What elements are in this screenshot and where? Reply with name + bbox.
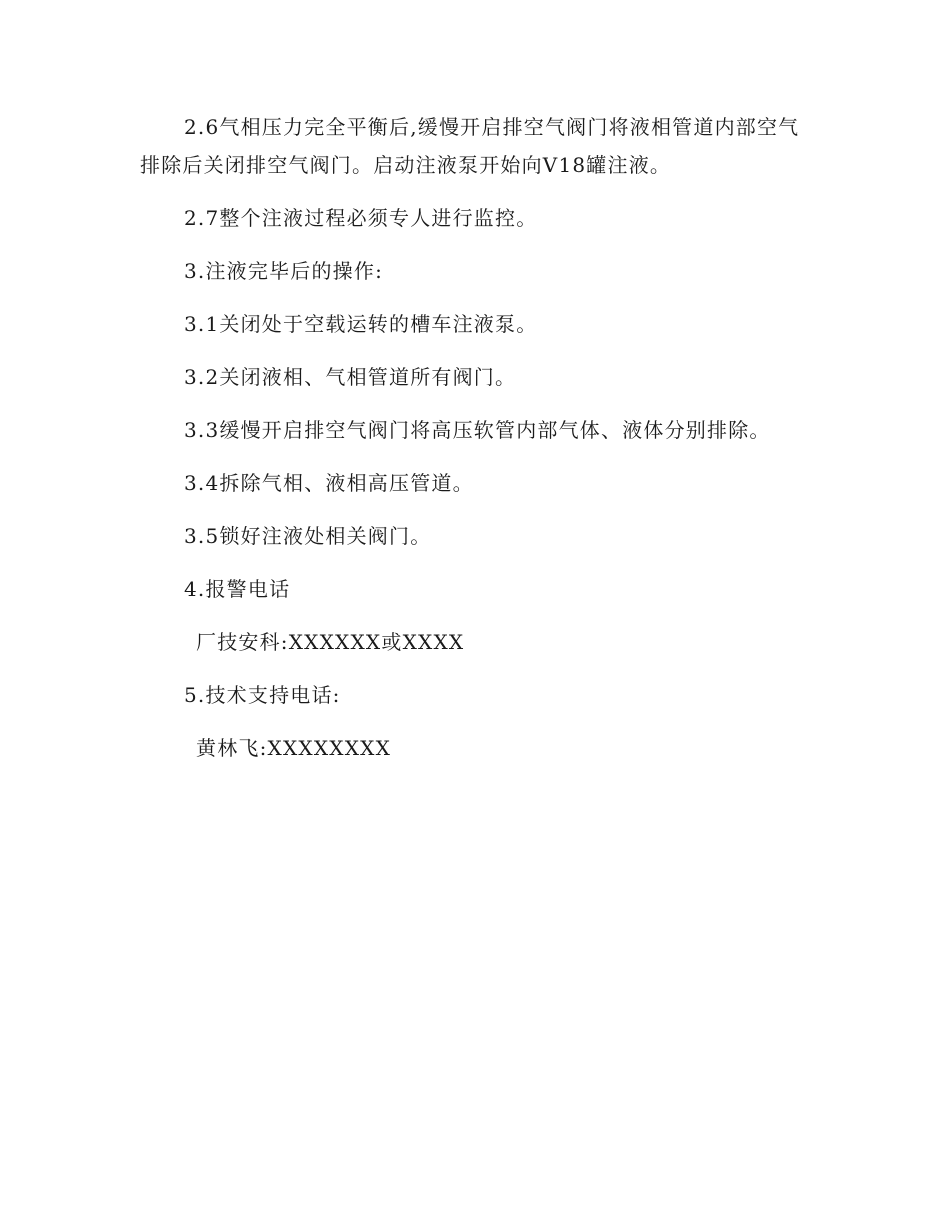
- paragraph-3-4: 3.4拆除气相、液相高压管道。: [184, 471, 474, 495]
- section-4-heading: 4.报警电话: [184, 577, 291, 601]
- paragraph-3-2: 3.2关闭液相、气相管道所有阀门。: [184, 365, 517, 389]
- paragraph-3-1: 3.1关闭处于空载运转的槽车注液泵。: [184, 312, 538, 336]
- paragraph-2-6: 2.6气相压力完全平衡后,缓慢开启排空气阀门将液相管道内部空气排除后关闭排空气阀门。启动注液泵开始向V18罐注液。: [140, 115, 800, 177]
- support-phone-line: 黄林飞:XXXXXXXX: [196, 736, 392, 760]
- paragraph-3-3: 3.3缓慢开启排空气阀门将高压软管内部气体、液体分别排除。: [184, 418, 771, 442]
- paragraph-2-7: 2.7整个注液过程必须专人进行监控。: [184, 206, 538, 230]
- section-5-heading: 5.技术支持电话:: [184, 683, 341, 707]
- paragraph-3-5: 3.5锁好注液处相关阀门。: [184, 524, 432, 548]
- section-3-heading: 3.注液完毕后的操作:: [184, 259, 384, 283]
- document-body: [140, 108, 810, 782]
- alarm-phone-line: 厂技安科:XXXXXX或XXXX: [196, 630, 465, 654]
